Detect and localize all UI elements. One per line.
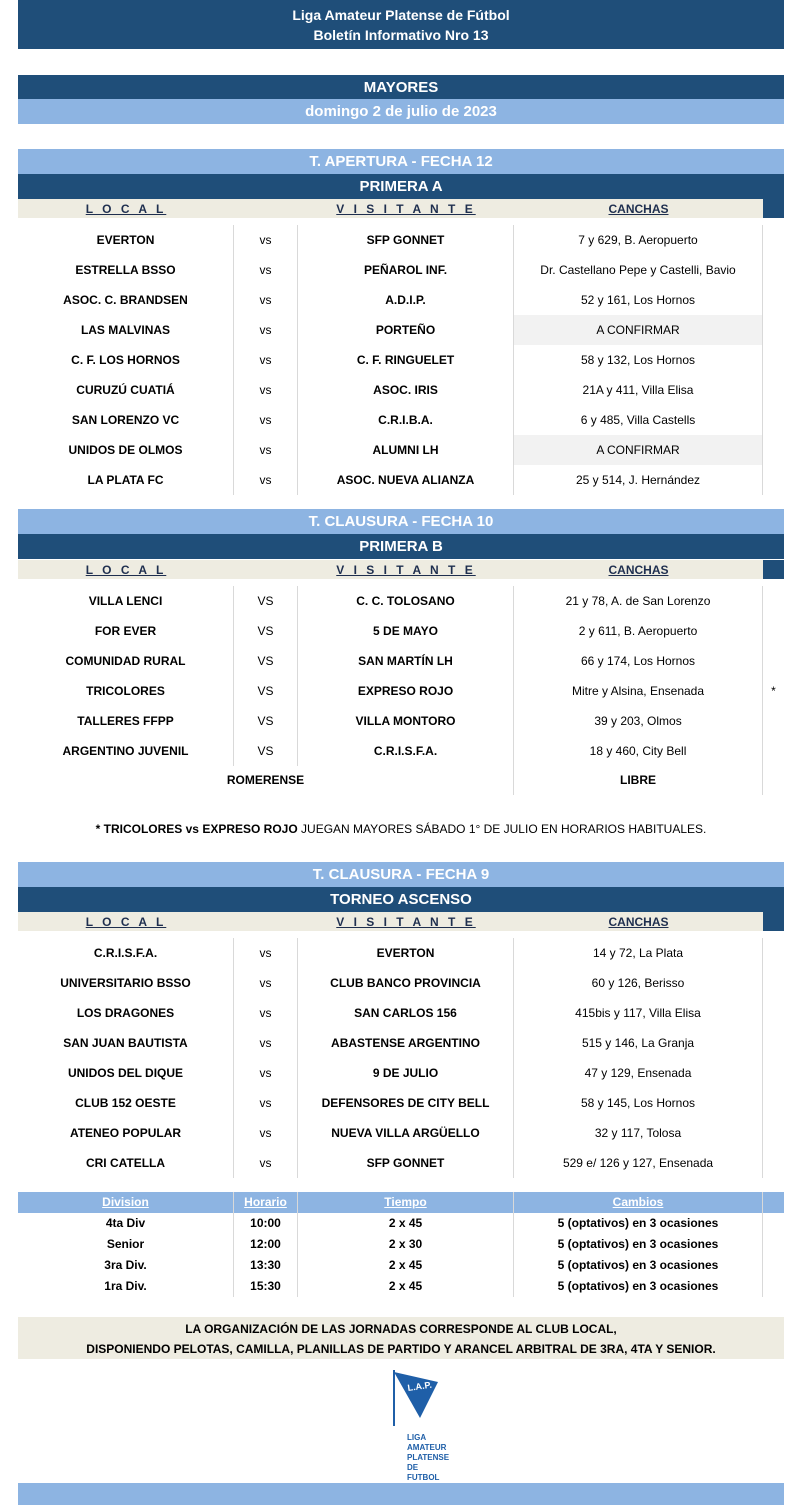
section3-torneo: T. CLAUSURA - FECHA 9 — [18, 862, 784, 887]
organization-note — [18, 1317, 784, 1359]
match-visitante: SFP GONNET — [298, 225, 514, 255]
match-cancha: 21 y 78, A. de San Lorenzo — [514, 586, 763, 616]
info-cambios: 5 (optativos) en 3 ocasiones — [514, 1213, 763, 1234]
match-vs: vs — [234, 1028, 298, 1058]
info-cambios: 5 (optativos) en 3 ocasiones — [514, 1255, 763, 1276]
info-tiempo: 2 x 45 — [298, 1213, 514, 1234]
match-cancha: 21A y 411, Villa Elisa — [514, 375, 763, 405]
col-local: L O C A L — [85, 202, 167, 216]
info-division: 1ra Div. — [18, 1276, 234, 1297]
col-canchas: CANCHAS — [608, 563, 669, 577]
logo-flag-text: L.A.P. — [406, 1379, 433, 1393]
match-mark — [763, 586, 784, 616]
match-vs: vs — [234, 1118, 298, 1148]
info-row — [18, 1213, 784, 1234]
match-visitante: ASOC. NUEVA ALIANZA — [298, 465, 514, 495]
match-row — [18, 736, 784, 766]
match-local: SAN LORENZO VC — [18, 405, 234, 435]
match-local: CLUB 152 OESTE — [18, 1088, 234, 1118]
match-local: ARGENTINO JUVENIL — [18, 736, 234, 766]
match-visitante: EVERTON — [298, 938, 514, 968]
info-tiempo: 2 x 30 — [298, 1234, 514, 1255]
match-row — [18, 255, 784, 285]
match-visitante: ABASTENSE ARGENTINO — [298, 1028, 514, 1058]
match-local: CURUZÚ CUATIÁ — [18, 375, 234, 405]
logo-line1: LIGA — [407, 1433, 427, 1442]
match-mark: * — [771, 684, 776, 698]
info-tiempo: 2 x 45 — [298, 1255, 514, 1276]
info-row — [18, 1276, 784, 1297]
match-mark — [763, 285, 784, 315]
match-visitante: C.R.I.S.F.A. — [298, 736, 514, 766]
section2-torneo: T. CLAUSURA - FECHA 10 — [18, 509, 784, 534]
match-visitante: PEÑAROL INF. — [298, 255, 514, 285]
col-canchas: CANCHAS — [608, 202, 669, 216]
match-visitante: SAN CARLOS 156 — [298, 998, 514, 1028]
match-local: LA PLATA FC — [18, 465, 234, 495]
match-visitante: VILLA MONTORO — [298, 706, 514, 736]
match-mark — [763, 315, 784, 345]
footnote-text: JUEGAN MAYORES SÁBADO 1° DE JULIO EN HORARIOS HABITUALES. — [297, 822, 707, 836]
info-row — [18, 1234, 784, 1255]
match-row — [18, 225, 784, 255]
match-row — [18, 586, 784, 616]
match-row — [18, 405, 784, 435]
section2-division: PRIMERA B — [18, 534, 784, 559]
match-row — [18, 345, 784, 375]
match-visitante: ASOC. IRIS — [298, 375, 514, 405]
match-row — [18, 375, 784, 405]
category-title: MAYORES — [18, 75, 784, 99]
match-row — [18, 616, 784, 646]
col-visitante: V I S I T A N T E — [336, 915, 476, 929]
match-vs: vs — [234, 225, 298, 255]
libre-team: ROMERENSE — [18, 765, 514, 795]
bulletin-number: Boletín Informativo Nro 13 — [313, 27, 489, 43]
logo-line3: PLATENSE — [407, 1453, 450, 1462]
match-vs: VS — [234, 616, 298, 646]
match-visitante: C.R.I.B.A. — [298, 405, 514, 435]
match-visitante: SAN MARTÍN LH — [298, 646, 514, 676]
match-local: CRI CATELLA — [18, 1148, 234, 1178]
bottom-bar — [18, 1483, 784, 1505]
match-cancha: 52 y 161, Los Hornos — [514, 285, 763, 315]
match-local: EVERTON — [18, 225, 234, 255]
match-local: TRICOLORES — [18, 676, 234, 706]
match-row — [18, 1148, 784, 1178]
match-row — [18, 1028, 784, 1058]
section3-division: TORNEO ASCENSO — [18, 887, 784, 912]
match-cancha: 58 y 145, Los Hornos — [514, 1088, 763, 1118]
match-visitante: NUEVA VILLA ARGÜELLO — [298, 1118, 514, 1148]
section3-match-list — [18, 938, 784, 1178]
match-mark — [763, 435, 784, 465]
section2-column-header — [18, 560, 784, 579]
info-horario: 13:30 — [234, 1255, 298, 1276]
match-row — [18, 646, 784, 676]
match-cancha: 25 y 514, J. Hernández — [514, 465, 763, 495]
match-cancha: 14 y 72, La Plata — [514, 938, 763, 968]
match-local: ASOC. C. BRANDSEN — [18, 285, 234, 315]
match-row — [18, 968, 784, 998]
logo-line4: DE FUTBOL — [407, 1463, 440, 1482]
section1-division: PRIMERA A — [18, 174, 784, 199]
organization-line2: DISPONIENDO PELOTAS, CAMILLA, PLANILLAS DE PARTIDO Y ARANCEL ARBITRAL DE 3RA, 4TA Y SENIOR. — [86, 1342, 716, 1356]
info-col-division: Division — [18, 1192, 234, 1213]
match-cancha: 529 e/ 126 y 127, Ensenada — [514, 1148, 763, 1178]
match-vs: vs — [234, 375, 298, 405]
logo-line2: AMATEUR — [407, 1443, 447, 1452]
organization-line1: LA ORGANIZACIÓN DE LAS JORNADAS CORRESPONDE AL CLUB LOCAL, — [185, 1322, 617, 1336]
match-visitante: PORTEÑO — [298, 315, 514, 345]
match-visitante: C. C. TOLOSANO — [298, 586, 514, 616]
match-vs: vs — [234, 968, 298, 998]
match-cancha: 7 y 629, B. Aeropuerto — [514, 225, 763, 255]
league-logo — [390, 1368, 450, 1480]
info-division: Senior — [18, 1234, 234, 1255]
info-cambios: 5 (optativos) en 3 ocasiones — [514, 1234, 763, 1255]
libre-row — [18, 765, 784, 795]
match-cancha: 39 y 203, Olmos — [514, 706, 763, 736]
footnote — [18, 822, 784, 836]
match-vs: vs — [234, 1148, 298, 1178]
match-cancha: Mitre y Alsina, Ensenada — [514, 676, 763, 706]
info-col-cambios: Cambios — [514, 1192, 763, 1213]
match-vs: vs — [234, 315, 298, 345]
info-col-horario: Horario — [234, 1192, 298, 1213]
match-row — [18, 1058, 784, 1088]
match-cancha: 415bis y 117, Villa Elisa — [514, 998, 763, 1028]
match-vs: vs — [234, 345, 298, 375]
match-vs: VS — [234, 706, 298, 736]
match-row — [18, 1088, 784, 1118]
match-visitante: A.D.I.P. — [298, 285, 514, 315]
col-canchas: CANCHAS — [608, 915, 669, 929]
match-cancha: A CONFIRMAR — [514, 435, 763, 465]
info-rows — [18, 1213, 784, 1297]
match-local: C. F. LOS HORNOS — [18, 345, 234, 375]
match-visitante: CLUB BANCO PROVINCIA — [298, 968, 514, 998]
match-mark — [763, 938, 784, 968]
match-row — [18, 706, 784, 736]
info-row — [18, 1255, 784, 1276]
match-vs: vs — [234, 938, 298, 968]
match-vs: vs — [234, 465, 298, 495]
match-mark — [763, 1088, 784, 1118]
match-row — [18, 315, 784, 345]
match-vs: VS — [234, 646, 298, 676]
match-mark — [763, 646, 784, 676]
match-local: FOR EVER — [18, 616, 234, 646]
match-row — [18, 1118, 784, 1148]
match-local: UNIVERSITARIO BSSO — [18, 968, 234, 998]
footnote-bold: * TRICOLORES vs EXPRESO ROJO — [95, 822, 298, 836]
match-vs: vs — [234, 255, 298, 285]
match-local: SAN JUAN BAUTISTA — [18, 1028, 234, 1058]
match-vs: vs — [234, 285, 298, 315]
match-cancha: 32 y 117, Tolosa — [514, 1118, 763, 1148]
match-vs: vs — [234, 405, 298, 435]
match-row — [18, 676, 784, 706]
top-banner — [18, 0, 784, 49]
match-local: VILLA LENCI — [18, 586, 234, 616]
match-local: ESTRELLA BSSO — [18, 255, 234, 285]
match-visitante: DEFENSORES DE CITY BELL — [298, 1088, 514, 1118]
match-cancha: Dr. Castellano Pepe y Castelli, Bavio — [514, 255, 763, 285]
col-visitante: V I S I T A N T E — [336, 563, 476, 577]
match-visitante: 5 DE MAYO — [298, 616, 514, 646]
match-cancha: 6 y 485, Villa Castells — [514, 405, 763, 435]
match-local: COMUNIDAD RURAL — [18, 646, 234, 676]
match-vs: VS — [234, 736, 298, 766]
match-mark — [763, 1028, 784, 1058]
match-mark — [763, 405, 784, 435]
match-cancha: A CONFIRMAR — [514, 315, 763, 345]
info-division: 3ra Div. — [18, 1255, 234, 1276]
match-mark — [763, 1148, 784, 1178]
col-local: L O C A L — [85, 915, 167, 929]
section1-torneo: T. APERTURA - FECHA 12 — [18, 149, 784, 174]
league-name: Liga Amateur Platense de Fútbol — [292, 7, 510, 23]
match-visitante: EXPRESO ROJO — [298, 676, 514, 706]
match-date: domingo 2 de julio de 2023 — [18, 99, 784, 124]
match-mark — [763, 225, 784, 255]
match-cancha: 18 y 460, City Bell — [514, 736, 763, 766]
match-vs: vs — [234, 998, 298, 1028]
match-visitante: C. F. RINGUELET — [298, 345, 514, 375]
match-cancha: 2 y 611, B. Aeropuerto — [514, 616, 763, 646]
match-row — [18, 938, 784, 968]
match-visitante: 9 DE JULIO — [298, 1058, 514, 1088]
match-row — [18, 285, 784, 315]
info-horario: 15:30 — [234, 1276, 298, 1297]
match-mark — [763, 375, 784, 405]
match-visitante: SFP GONNET — [298, 1148, 514, 1178]
flag-icon — [390, 1368, 450, 1428]
match-row — [18, 435, 784, 465]
section3-column-header — [18, 912, 784, 931]
libre-label: LIBRE — [514, 765, 763, 795]
match-cancha: 47 y 129, Ensenada — [514, 1058, 763, 1088]
section2-match-list — [18, 586, 784, 766]
match-mark — [763, 706, 784, 736]
info-col-tiempo: Tiempo — [298, 1192, 514, 1213]
info-horario: 10:00 — [234, 1213, 298, 1234]
match-local: LOS DRAGONES — [18, 998, 234, 1028]
match-local: UNIDOS DE OLMOS — [18, 435, 234, 465]
match-vs: vs — [234, 1058, 298, 1088]
info-horario: 12:00 — [234, 1234, 298, 1255]
match-mark — [763, 1118, 784, 1148]
match-vs: VS — [234, 676, 298, 706]
match-vs: vs — [234, 435, 298, 465]
match-mark — [763, 968, 784, 998]
info-division: 4ta Div — [18, 1213, 234, 1234]
info-cambios: 5 (optativos) en 3 ocasiones — [514, 1276, 763, 1297]
match-mark — [763, 616, 784, 646]
match-mark — [763, 998, 784, 1028]
match-local: UNIDOS DEL DIQUE — [18, 1058, 234, 1088]
col-visitante: V I S I T A N T E — [336, 202, 476, 216]
match-row — [18, 465, 784, 495]
info-tiempo: 2 x 45 — [298, 1276, 514, 1297]
match-cancha: 515 y 146, La Granja — [514, 1028, 763, 1058]
match-cancha: 58 y 132, Los Hornos — [514, 345, 763, 375]
match-vs: VS — [234, 586, 298, 616]
match-local: TALLERES FFPP — [18, 706, 234, 736]
match-local: LAS MALVINAS — [18, 315, 234, 345]
match-cancha: 66 y 174, Los Hornos — [514, 646, 763, 676]
match-visitante: ALUMNI LH — [298, 435, 514, 465]
match-cancha: 60 y 126, Berisso — [514, 968, 763, 998]
info-header — [18, 1192, 784, 1213]
match-mark — [763, 736, 784, 766]
section1-column-header — [18, 199, 784, 218]
col-local: L O C A L — [85, 563, 167, 577]
section1-match-list — [18, 225, 784, 495]
match-local: ATENEO POPULAR — [18, 1118, 234, 1148]
match-mark — [763, 1058, 784, 1088]
match-mark — [763, 465, 784, 495]
match-row — [18, 998, 784, 1028]
match-local: C.R.I.S.F.A. — [18, 938, 234, 968]
match-vs: vs — [234, 1088, 298, 1118]
match-mark — [763, 255, 784, 285]
match-mark — [763, 345, 784, 375]
